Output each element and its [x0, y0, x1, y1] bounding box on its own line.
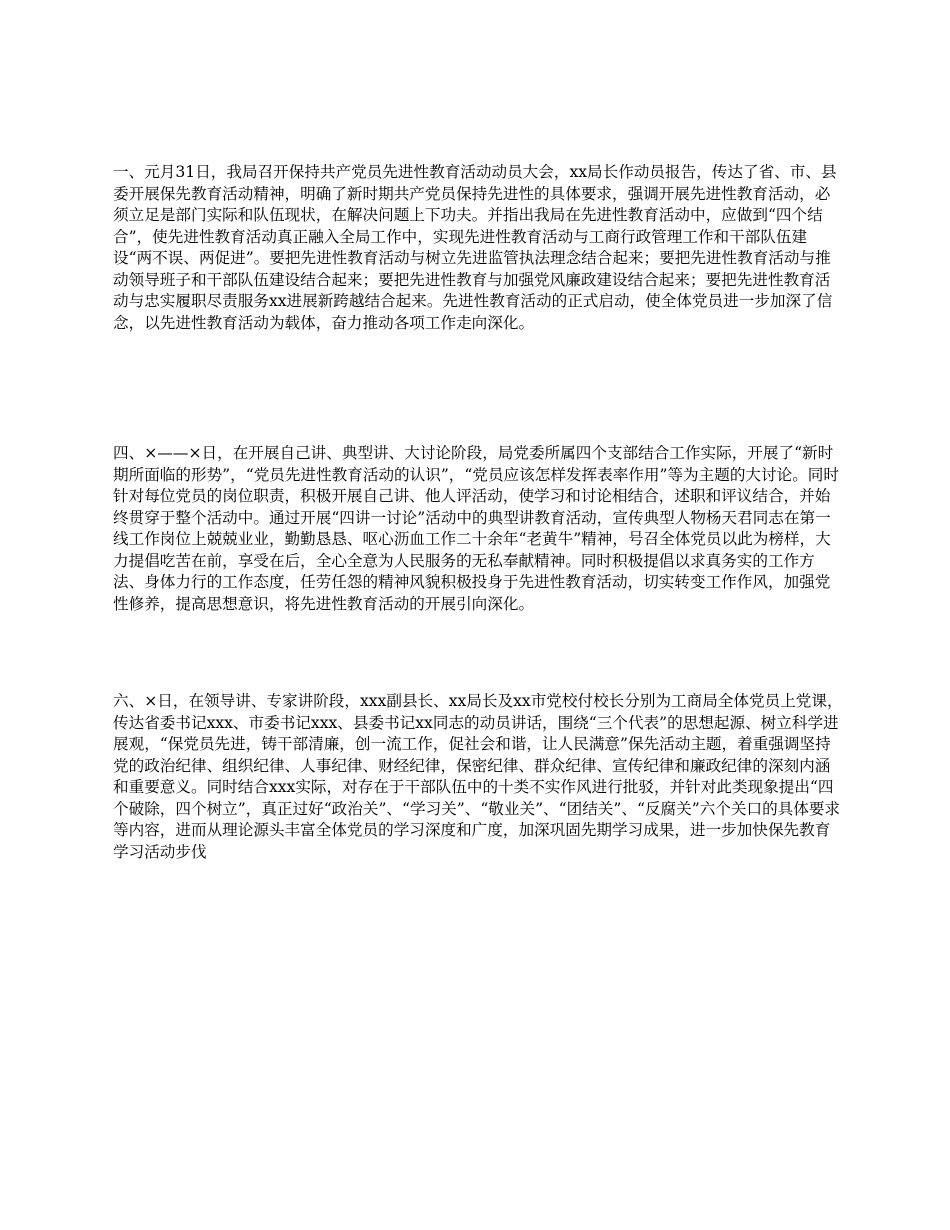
paragraph-3: 六、×日，在领导讲、专家讲阶段，xxx副县长、xx局长及xx市党校付校长分别为工商局全体党员上党课，传达省委书记xxx、市委书记xxx、县委书记xx同志的动员讲话，围绕“三个代表”的思想起源、树立科学进展观，“保党员先进，铸干部清廉，创一流工作，促社会和谐，让人民满意”保先活动主题，着重强调坚持党的政治纪律、组织纪律、人事纪律、财经纪律，保密纪律、群众纪律、宣传纪律和廉政纪律的深刻内涵和重要意义。同时结合xxx实际，对存在于干部队伍中的十类不实作风进行批驳，并针对此类现象提出“四个破除，四个树立”，真正过好“政治关”、“学习关”、“敬业关”、“团结关”、“反腐关”六个关口的具体要求等内容，进而从理论源头丰富全体党员的学习深度和广度，加深巩固先期学习成果，进一步加快保先教育学习活动步伐	[113, 692, 843, 861]
paragraph-2: 四、×——×日，在开展自己讲、典型讲、大讨论阶段，局党委所属四个支部结合工作实际，开展了“新时期所面临的形势”，“党员先进性教育活动的认识”，“党员应该怎样发挥表率作用”等为主题的大讨论。同时针对每位党员的岗位职责，积极开展自己讲、他人评活动，使学习和讨论相结合，述职和评议结合，并始终贯穿于整个活动中。通过开展“四讲一讨论”活动中的典型讲教育活动，宣传典型人物杨天君同志在第一线工作岗位上兢兢业业，勤勤恳恳、呕心沥血工作二十余年“老黄牛”精神，号召全体党员以此为榜样，大力提倡吃苦在前，享受在后，全心全意为人民服务的无私奉献精神。同时积极提倡以求真务实的工作方法、身体力行的工作态度，任劳任怨的精神风貌积极投身于先进性教育活动，切实转变工作作风，加强党性修养，提高思想意识，将先进性教育活动的开展引向深化。	[113, 444, 839, 613]
paragraph-1: 一、元月31日，我局召开保持共产党员先进性教育活动动员大会，xx局长作动员报告，传达了省、市、县委开展保先教育活动精神，明确了新时期共产党员保持先进性的具体要求，强调开展先进性教育活动，必须立足是部门实际和队伍现状，在解决问题上下功夫。并指出我局在先进性教育活动中，应做到“四个结合”，使先进性教育活动真正融入全局工作中，实现先进性教育活动与工商行政管理工作和干部队伍建设“两不误、两促进”。要把先进性教育活动与树立先进监管执法理念结合起来；要把先进性教育活动与推动领导班子和干部队伍建设结合起来；要把先进性教育与加强党风廉政建设结合起来；要把先进性教育活动与忠实履职尽责服务xx进展新跨越结合起来。先进性教育活动的正式启动，使全体党员进一步加深了信念，以先进性教育活动为载体，奋力推动各项工作走向深化。	[113, 163, 837, 332]
